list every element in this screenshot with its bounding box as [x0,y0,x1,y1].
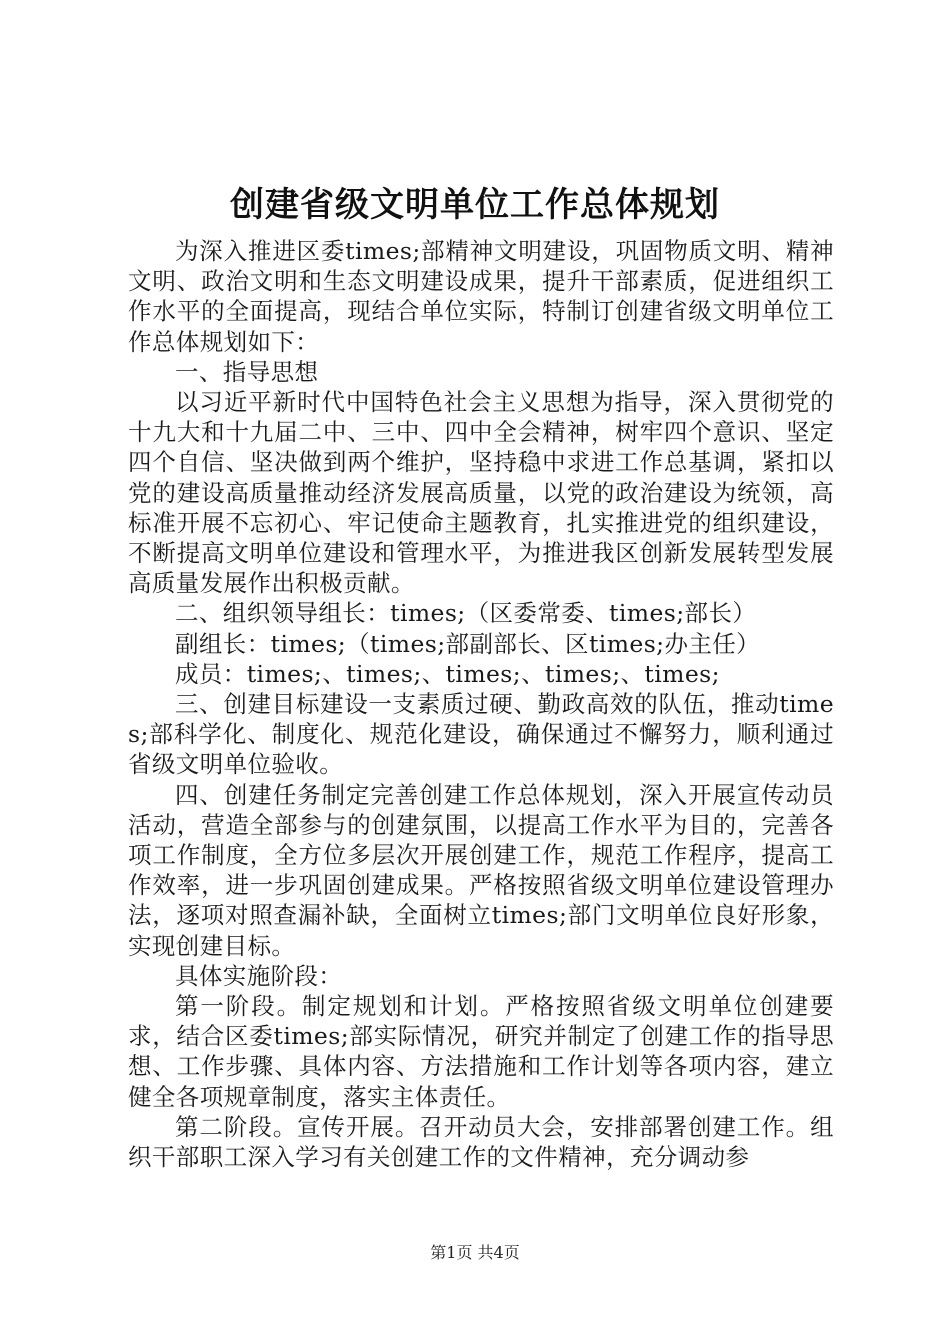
document-body [128,236,834,1172]
paragraph-goals: 三、创建目标建设一支素质过硬、勤政高效的队伍，推动times;部科学化、制度化、规范化建设，确保通过不懈努力，顺利通过省级文明单位验收。 [128,690,834,779]
paragraph-tasks: 四、创建任务制定完善创建工作总体规划，深入开展宣传动员活动，营造全部参与的创建氛围，以提高工作水平为目的，完善各项工作制度，全方位多层次开展创建工作，规范工作程序，提高工作效率，进一步巩固创建成果。严格按照省级文明单位建设管理办法，逐项对照查漏补缺，全面树立times;部门文明单位良好形象，实现创建目标。 [128,780,834,960]
paragraph-leadership-members: 成员：times;、times;、times;、times;、times; [175,659,720,688]
paragraph-intro: 为深入推进区委times;部精神文明建设，巩固物质文明、精神文明、政治文明和生态文明建设成果，提升干部素质，促进组织工作水平的全面提高，现结合单位实际，特制订创建省级文明单位工作总体规划如下： [128,237,834,356]
page-footer [0,1243,950,1263]
paragraph-stage-one: 第一阶段。制定规划和计划。严格按照省级文明单位创建要求，结合区委times;部实际情况，研究并制定了创建工作的指导思想、工作步骤、具体内容、方法措施和工作计划等各项内容，建立健全各项规章制度，落实主体责任。 [128,992,834,1111]
paragraph-leadership-deputy: 副组长：times;（times;部副部长、区times;办主任） [175,629,761,658]
page-indicator: 第1页 共4页 [430,1243,520,1262]
paragraph-stage-two: 第二阶段。宣传开展。召开动员大会，安排部署创建工作。组织干部职工深入学习有关创建工作的文件精神，充分调动参 [128,1112,834,1172]
heading-implementation-stages: 具体实施阶段： [175,961,343,990]
paragraph-guiding-ideology: 以习近平新时代中国特色社会主义思想为指导，深入贯彻党的十九大和十九届二中、三中、四中全会精神，树牢四个意识、坚定四个自信、坚决做到两个维护，坚持稳中求进工作总基调，紧扣以党的建设高质量推动经济发展高质量，以党的政治建设为统领，高标准开展不忘初心、牢记使命主题教育，扎实推进党的组织建设，不断提高文明单位建设和管理水平，为推进我区创新发展转型发展高质量发展作出积极贡献。 [128,388,834,598]
heading-guiding-ideology: 一、指导思想 [175,357,319,386]
document-title: 创建省级文明单位工作总体规划 [230,185,720,225]
paragraph-leadership-head: 二、组织领导组长：times;（区委常委、times;部长） [175,599,757,628]
